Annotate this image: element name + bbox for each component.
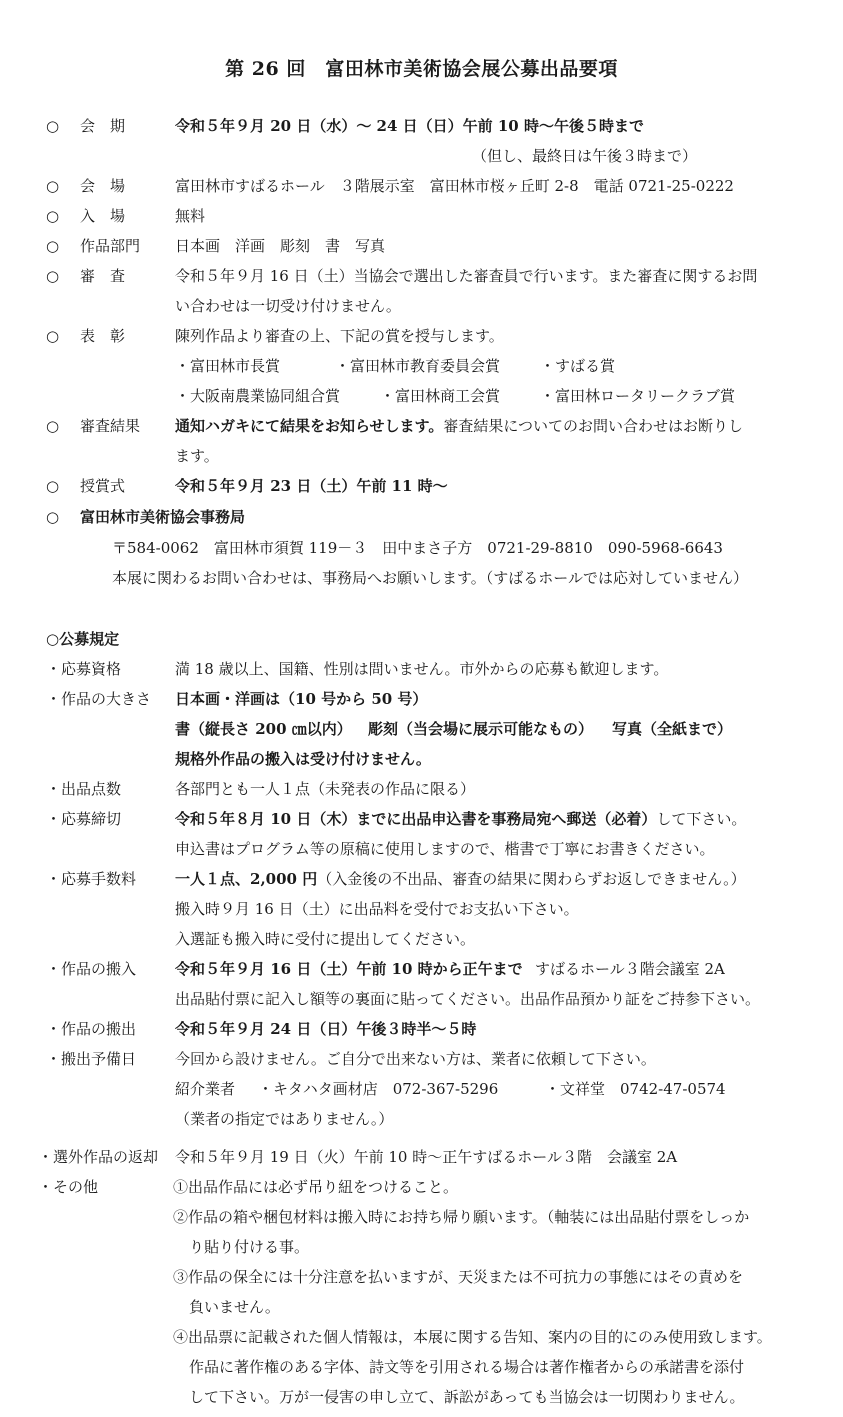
info-row-period-note xyxy=(0,141,843,171)
rule-label: ・応募資格 xyxy=(46,660,122,678)
info-row-venue xyxy=(0,171,843,201)
rule-label: ・搬出予備日 xyxy=(46,1050,137,1068)
info-label: 作品部門 xyxy=(80,237,141,255)
award-item: ・大阪南農業協同組合賞 xyxy=(175,387,341,405)
info-row-categories xyxy=(0,231,843,261)
info-value: い合わせは一切受け付けません。 xyxy=(175,297,401,315)
rule-value: （業者の指定ではありません。） xyxy=(175,1110,394,1128)
circle-marker: ○ xyxy=(46,477,60,495)
info-value: 令和５年９月 16 日（土）当協会で選出した審査員で行います。また審査に関するお問 xyxy=(175,267,758,285)
info-label: 授賞式 xyxy=(80,477,126,495)
rule-label: ・選外作品の返却 xyxy=(38,1148,159,1166)
rule-value: ④出品票に記載された個人情報は，本展に関する告知、案内の目的にのみ使用致します。 xyxy=(173,1328,772,1346)
circle-marker: ○ xyxy=(46,417,60,435)
circle-marker: ○ xyxy=(46,177,60,195)
rule-value: すばるホール３階会議室 2A xyxy=(535,960,725,978)
circle-marker: ○ xyxy=(46,267,60,285)
rule-row-size xyxy=(0,684,843,714)
info-value: （但し、最終日は午後３時まで） xyxy=(472,147,698,165)
rule-value: 申込書はプログラム等の原稿に使用しますので、楷書で丁寧にお書きください。 xyxy=(175,840,715,858)
rule-row-other xyxy=(0,1172,843,1202)
rule-row-eligibility xyxy=(0,654,843,684)
rule-value: 規格外作品の搬入は受け付けません。 xyxy=(175,750,431,768)
rule-value: 書（縦長さ 200 ㎝以内） xyxy=(175,720,352,738)
rule-value: 写真（全紙まで） xyxy=(612,720,733,738)
rule-row-other-cont xyxy=(0,1382,843,1412)
award-item: ・富田林商工会賞 xyxy=(380,387,501,405)
rule-row-other-cont xyxy=(0,1202,843,1232)
rule-value: して下さい。万が一侵害の申し立て、訴訟があっても当協会は一切関わりません。 xyxy=(189,1388,745,1406)
rule-row-count xyxy=(0,774,843,804)
rule-row-return xyxy=(0,1142,843,1172)
rule-value: ③作品の保全には十分注意を払いますが、天災または不可抗力の事態にはその責めを xyxy=(173,1268,744,1286)
rule-row-pickup xyxy=(0,1014,843,1044)
info-value-bold: 通知ハガキにて結果をお知らせします。 xyxy=(175,417,444,435)
info-value-normal: 審査結果についてのお問い合わせはお断りし xyxy=(443,417,744,435)
circle-marker: ○ xyxy=(46,508,60,526)
rule-value: 満 18 歳以上、国籍、性別は問いません。市外からの応募も歓迎します。 xyxy=(175,660,669,678)
award-item: ・富田林ロータリークラブ賞 xyxy=(540,387,736,405)
info-row-results xyxy=(0,411,843,441)
award-list-row xyxy=(0,351,843,381)
rule-value: 紹介業者 xyxy=(175,1080,236,1098)
award-item: ・富田林市教育委員会賞 xyxy=(335,357,501,375)
rule-label: ・出品点数 xyxy=(46,780,122,798)
info-label: 会 期 xyxy=(80,117,126,135)
rule-value-normal: して下さい。 xyxy=(656,810,747,828)
rule-row-spare-cont xyxy=(0,1074,843,1104)
rule-row-other-cont xyxy=(0,1262,843,1292)
info-value: 無料 xyxy=(175,207,206,225)
rule-row-size-cont xyxy=(0,744,843,774)
rule-row-other-cont xyxy=(0,1232,843,1262)
award-list-row xyxy=(0,381,843,411)
rule-row-size-cont xyxy=(0,714,843,744)
rule-value: 搬入時９月 16 日（土）に出品料を受付でお支払い下さい。 xyxy=(175,900,579,918)
rule-label: ・作品の搬出 xyxy=(46,1020,137,1038)
office-note: 本展に関わるお問い合わせは、事務局へお願いします。（すばるホールでは応対していません） xyxy=(112,569,749,587)
rule-value: 令和５年９月 19 日（火）午前 10 時～正午すばるホール３階 会議室 2A xyxy=(175,1148,678,1166)
info-label: 会 場 xyxy=(80,177,126,195)
info-label: 表 彰 xyxy=(80,327,126,345)
info-row-period xyxy=(0,111,843,141)
rule-row-fee-cont xyxy=(0,924,843,954)
rule-row-delivery xyxy=(0,954,843,984)
rule-row-delivery-cont xyxy=(0,984,843,1014)
info-row-judging-cont xyxy=(0,291,843,321)
rule-value: ②作品の箱や梱包材料は搬入時にお持ち帰り願います。（軸装には出品貼付票をしっか xyxy=(173,1208,750,1226)
office-address-row xyxy=(0,533,843,563)
info-value: 令和５年９月 23 日（土）午前 11 時～ xyxy=(175,477,448,495)
rule-label: ・その他 xyxy=(38,1178,99,1196)
info-label: 審査結果 xyxy=(80,417,141,435)
info-label: 入 場 xyxy=(80,207,126,225)
info-label: 審 査 xyxy=(80,267,126,285)
info-row-ceremony xyxy=(0,471,843,501)
office-heading-row xyxy=(0,502,843,532)
rule-row-fee-cont xyxy=(0,894,843,924)
rule-row-other-cont xyxy=(0,1292,843,1322)
office-note-row xyxy=(0,563,843,593)
rule-value-normal: （入金後の不出品、審査の結果に関わらずお返しできません。） xyxy=(317,870,746,888)
rule-row-deadline-cont xyxy=(0,834,843,864)
rule-value xyxy=(175,804,746,834)
rules-title: ○公募規定 xyxy=(46,630,120,648)
rule-label: ・応募手数料 xyxy=(46,870,137,888)
office-address: 〒584-0062 富田林市須賀 119－３ 田中まさ子方 0721-29-8810 090-5968-6643 xyxy=(112,539,723,557)
award-item: ・すばる賞 xyxy=(540,357,616,375)
rule-value: 日本画・洋画は（10 号から 50 号） xyxy=(175,690,428,708)
rule-row-spare-cont xyxy=(0,1104,843,1134)
rule-row-spare xyxy=(0,1044,843,1074)
info-row-judging xyxy=(0,261,843,291)
rule-value: 今回から設けません。ご自分で出来ない方は、業者に依頼して下さい。 xyxy=(175,1050,656,1068)
info-value: 陳列作品より審査の上、下記の賞を授与します。 xyxy=(175,327,504,345)
award-item: ・富田林市長賞 xyxy=(175,357,281,375)
circle-marker: ○ xyxy=(46,117,60,135)
rule-row-other-cont xyxy=(0,1322,843,1352)
rule-row-deadline xyxy=(0,804,843,834)
info-value: 富田林市すばるホール ３階展示室 富田林市桜ヶ丘町 2-8 電話 0721-25-0222 xyxy=(175,177,734,195)
rule-value: 令和５年９月 24 日（日）午後３時半～５時 xyxy=(175,1020,477,1038)
rule-value: り貼り付ける事。 xyxy=(189,1238,310,1256)
rule-label: ・作品の大きさ xyxy=(46,690,152,708)
office-title: 富田林市美術協会事務局 xyxy=(80,508,246,526)
rule-value xyxy=(175,864,746,894)
info-value: 日本画 洋画 彫刻 書 写真 xyxy=(175,237,386,255)
info-value: 令和５年９月 20 日（水）～ 24 日（日）午前 10 時～午後５時まで xyxy=(175,117,644,135)
rule-row-other-cont xyxy=(0,1352,843,1382)
rule-value-bold: 令和５年８月 10 日（木）までに出品申込書を事務局宛へ郵送（必着） xyxy=(175,810,657,828)
rule-value: 令和５年９月 16 日（土）午前 10 時から正午まで xyxy=(175,960,523,978)
rule-label: ・応募締切 xyxy=(46,810,122,828)
circle-marker: ○ xyxy=(46,207,60,225)
rule-value: 彫刻（当会場に展示可能なもの） xyxy=(368,720,594,738)
info-row-admission xyxy=(0,201,843,231)
rule-row-fee xyxy=(0,864,843,894)
rule-value: 負いません。 xyxy=(189,1298,280,1316)
rule-value: 出品貼付票に記入し額等の裏面に貼ってください。出品作品預かり証をご持参下さい。 xyxy=(175,990,761,1008)
rule-label: ・作品の搬入 xyxy=(46,960,137,978)
rule-value: ①出品作品には必ず吊り紐をつけること。 xyxy=(173,1178,459,1196)
rule-value: ・キタハタ画材店 072-367-5296 xyxy=(258,1080,499,1098)
circle-marker: ○ xyxy=(46,327,60,345)
info-value: ます。 xyxy=(175,447,219,465)
rule-value: 作品に著作権のある字体、詩文等を引用される場合は著作権者からの承諾書を添付 xyxy=(189,1358,745,1376)
rule-value-bold: 一人１点、2,000 円 xyxy=(175,870,318,888)
rule-value: ・文祥堂 0742-47-0574 xyxy=(545,1080,726,1098)
info-value xyxy=(175,411,743,441)
page-title: 第 26 回 富田林市美術協会展公募出品要項 xyxy=(225,58,618,80)
info-row-results-cont xyxy=(0,441,843,471)
rule-value: 各部門とも一人１点（未発表の作品に限る） xyxy=(175,780,476,798)
info-row-awards xyxy=(0,321,843,351)
rule-value: 入選証も搬入時に受付に提出してください。 xyxy=(175,930,476,948)
circle-marker: ○ xyxy=(46,237,60,255)
rules-heading-row xyxy=(0,624,843,654)
